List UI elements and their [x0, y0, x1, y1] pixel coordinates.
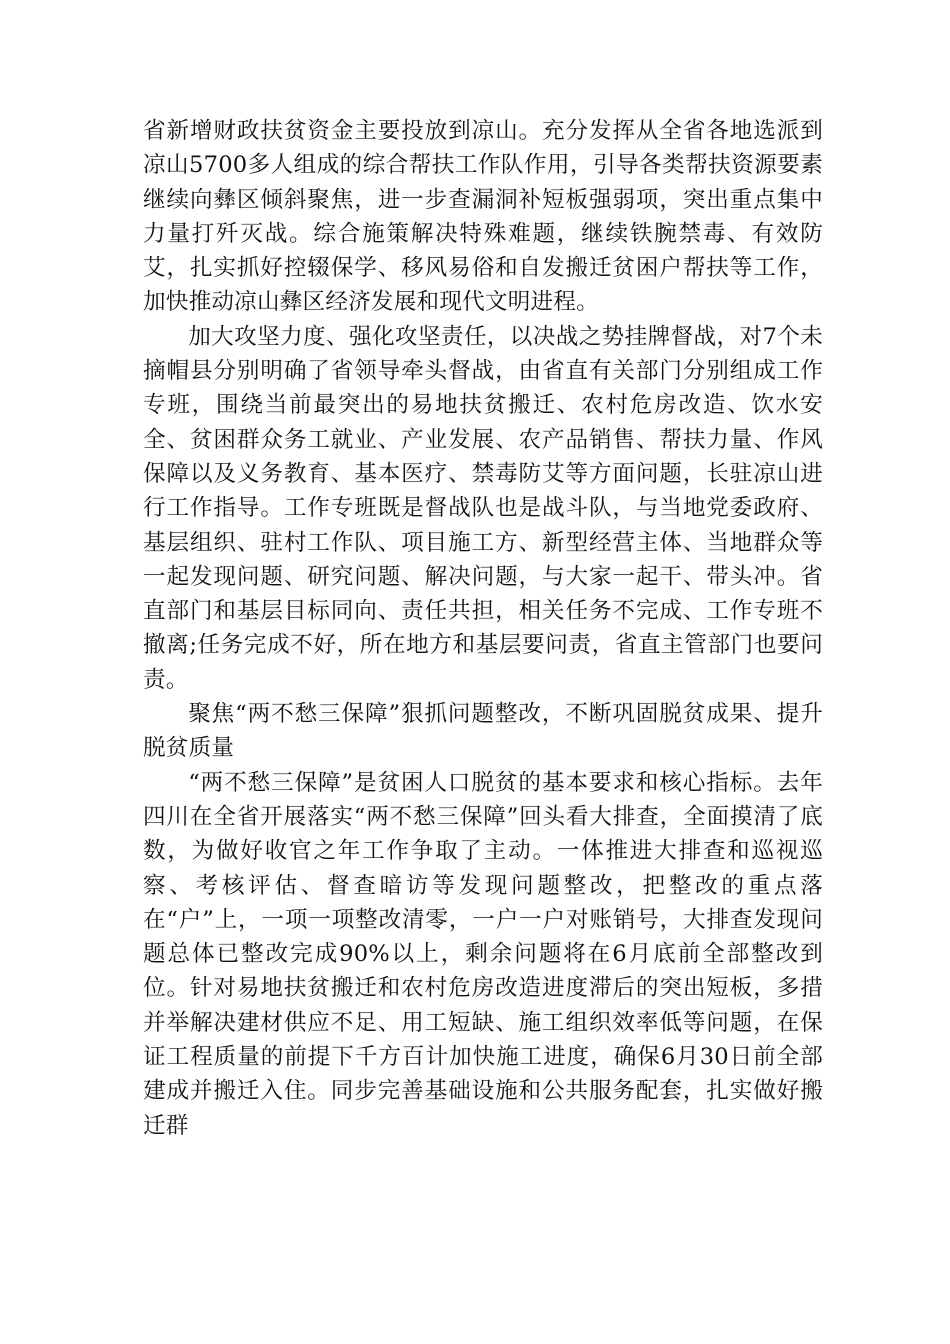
section-heading-two-assurances: 聚焦“两不愁三保障”狠抓问题整改，不断巩固脱贫成果、提升脱贫质量 — [143, 701, 823, 762]
paragraph-liangshan-funding: 省新增财政扶贫资金主要投放到凉山。充分发挥从全省各地选派到凉山5700多人组成的综合帮扶工作队作用，引导各类帮扶资源要素继续向彝区倾斜聚焦，进一步查漏洞补短板强弱项，突出重点集中力量打歼灭战。综合施策解决特殊难题，继续铁腕禁毒、有效防艾，扎实抓好控辍保学、移风易俗和自发搬迁贫困户帮扶等工作，加快推动凉山彝区经济发展和现代文明进程。 — [143, 118, 823, 316]
paragraph-supervision: 加大攻坚力度、强化攻坚责任，以决战之势挂牌督战，对7个未摘帽县分别明确了省领导牵头督战，由省直有关部门分别组成工作专班，围绕当前最突出的易地扶贫搬迁、农村危房改造、饮水安全、贫困群众务工就业、产业发展、农产品销售、帮扶力量、作风保障以及义务教育、基本医疗、禁毒防艾等方面问题，长驻凉山进行工作指导。工作专班既是督战队也是战斗队，与当地党委政府、基层组织、驻村工作队、项目施工方、新型经营主体、当地群众等一起发现问题、研究问题、解决问题，与大家一起干、带头冲。省直部门和基层目标同向、责任共担，相关任务不完成、工作专班不撤离;任务完成不好，所在地方和基层要问责，省直主管部门也要问责。 — [143, 323, 823, 693]
document-page — [143, 114, 823, 1143]
paragraph-rectification: “两不愁三保障”是贫困人口脱贫的基本要求和核心指标。去年四川在全省开展落实“两不愁三保障”回头看大排查，全面摸清了底数，为做好收官之年工作争取了主动。一体推进大排查和巡视巡察、考核评估、督查暗访等发现问题整改，把整改的重点落在“户”上，一项一项整改清零，一户一户对账销号，大排查发现问题总体已整改完成90%以上，剩余问题将在6月底前全部整改到位。针对易地扶贫搬迁和农村危房改造进度滞后的突出短板，多措并举解决建材供应不足、用工短缺、施工组织效率低等问题，在保证工程质量的前提下千方百计加快施工进度，确保6月30日前全部建成并搬迁入住。同步完善基础设施和公共服务配套，扎实做好搬迁群 — [143, 769, 823, 1139]
